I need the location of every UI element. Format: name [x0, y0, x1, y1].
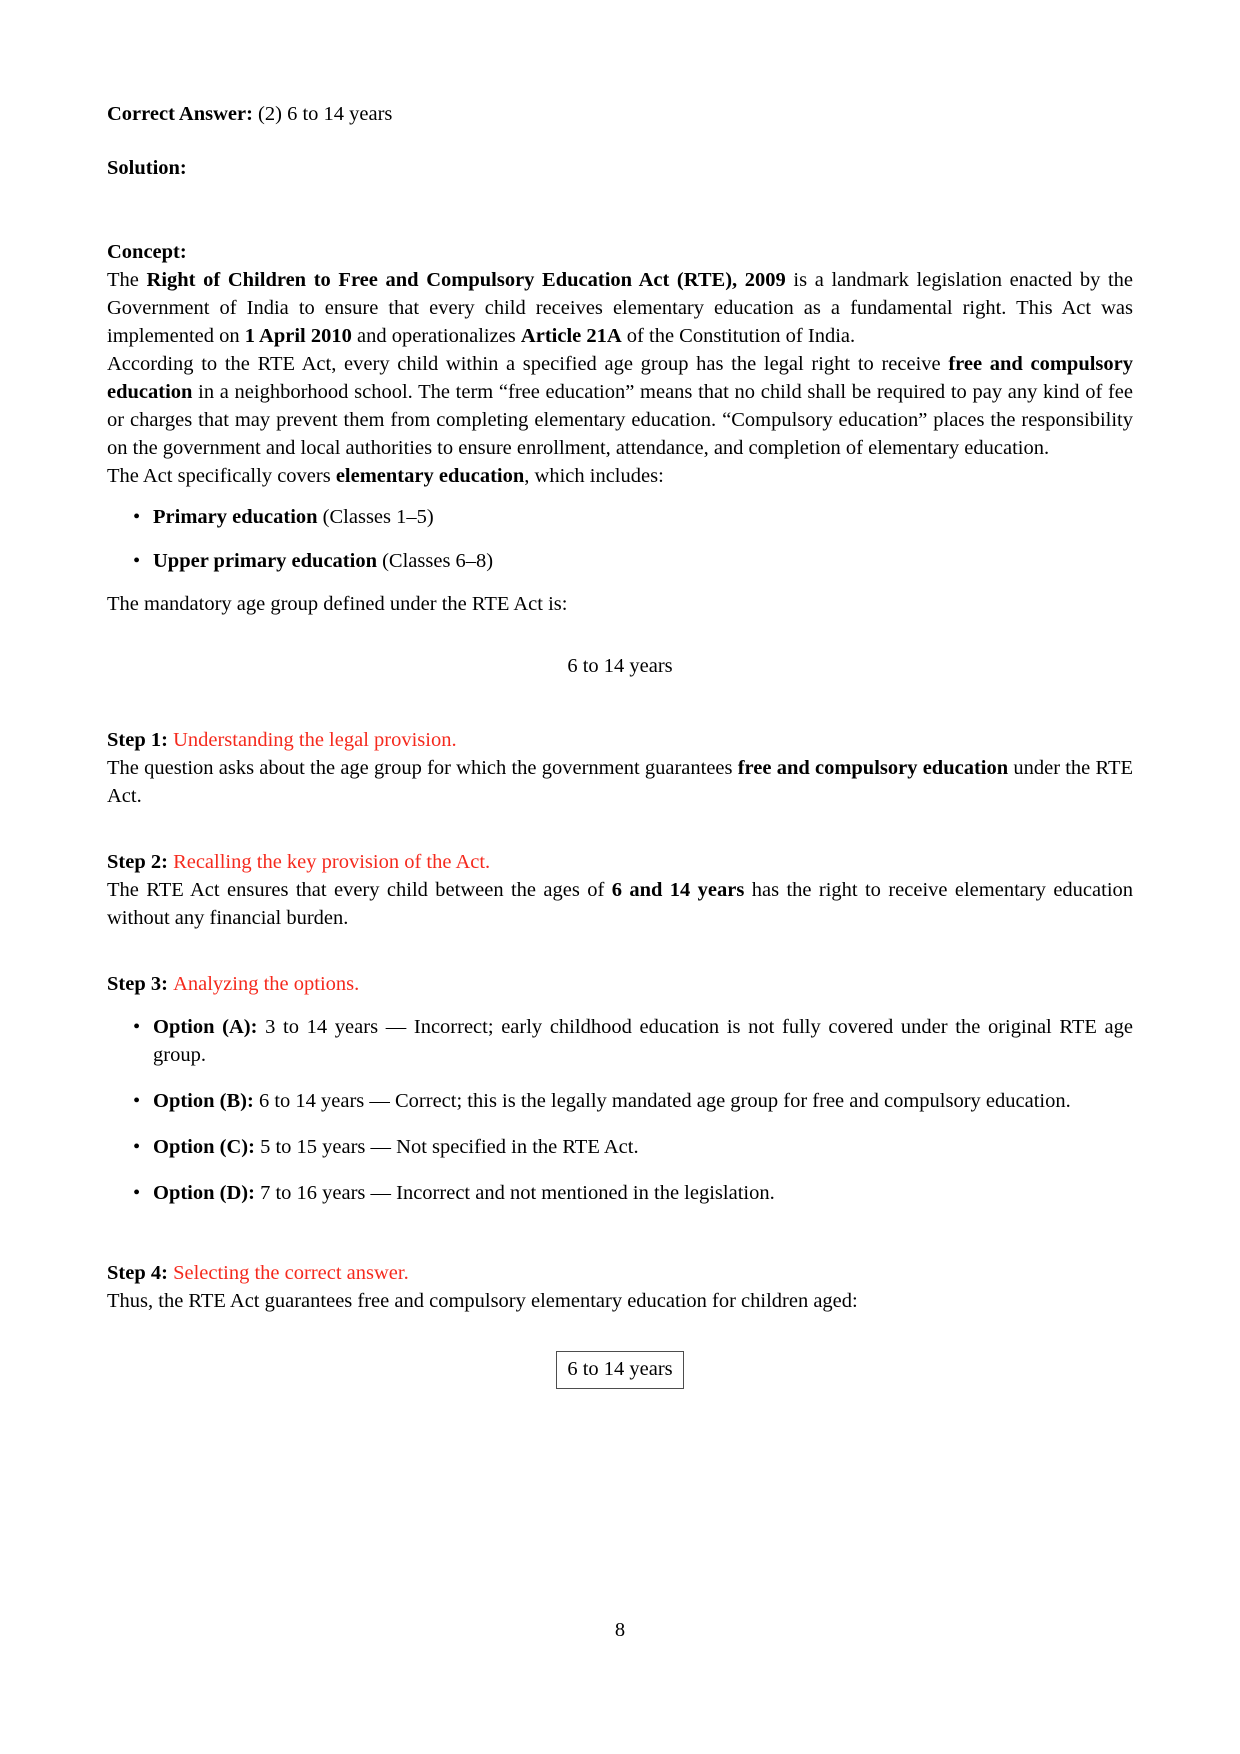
step-label: Step 2:: [107, 851, 168, 873]
text-segment: The question asks about the age group for which the government guarantees: [107, 757, 738, 779]
text-segment: Option (A):: [153, 1016, 258, 1038]
text-segment: in a neighborhood school. The term “free education” means that no child shall be required to pay any kind of fee or charges that may prevent them from completing elementary education. “Compulsory education” places the responsibility on the government and local authorities to ensure enrollment, attendance, and completion of elementary education.: [107, 381, 1133, 459]
text-segment: 3 to 14 years — Incorrect; early childhood education is not fully covered under the original RTE age group.: [153, 1016, 1133, 1066]
page-number: 8: [614, 1619, 626, 1641]
education-levels-list: [107, 503, 1133, 575]
text-segment: The: [107, 269, 147, 291]
step-3-section: [107, 970, 1133, 1207]
option-text: [153, 1182, 775, 1204]
bullet-icon: •: [133, 1016, 141, 1038]
option-item-a: [107, 1013, 1133, 1069]
correct-answer-line: [107, 100, 1133, 128]
option-text: [153, 1090, 1071, 1112]
step-1-body: [107, 754, 1133, 810]
text-segment: 6 and 14 years: [611, 879, 745, 901]
option-item-d: [107, 1179, 1133, 1207]
step-4-heading: [107, 1259, 1133, 1287]
text-segment: (Classes 6–8): [376, 550, 494, 572]
content-column: [107, 100, 1133, 1389]
list-item-text: [153, 550, 493, 572]
solution-heading: Solution:: [107, 157, 187, 179]
step-2-body: [107, 876, 1133, 932]
step-title: Selecting the correct answer.: [173, 1262, 409, 1284]
text-segment: (Classes 1–5): [317, 506, 434, 528]
list-item-text: [153, 506, 434, 528]
text-segment: 7 to 16 years — Incorrect and not mentioned in the legislation.: [254, 1182, 775, 1204]
text-segment: Right of Children to Free and Compulsory Education Act (RTE), 2009: [146, 269, 786, 291]
text-segment: Upper primary education: [153, 550, 377, 572]
concept-paragraph-1: [107, 266, 1133, 350]
concept-paragraph-2: [107, 350, 1133, 462]
step-label: Step 4:: [107, 1262, 168, 1284]
text-segment: Option (C):: [153, 1136, 255, 1158]
bullet-icon: •: [133, 1182, 141, 1204]
step-title: Understanding the legal provision.: [173, 729, 457, 751]
final-answer-row: [107, 1351, 1133, 1389]
bullet-icon: •: [133, 1090, 141, 1112]
text-segment: elementary education: [335, 465, 525, 487]
text-segment: has the right to receive elementary education without any financial burden.: [107, 879, 1134, 929]
final-answer-box: 6 to 14 years: [556, 1351, 683, 1389]
option-item-b: [107, 1087, 1133, 1115]
text-segment: and operationalizes: [351, 325, 521, 347]
age-group-value: 6 to 14 years: [567, 655, 673, 677]
step-title: Recalling the key provision of the Act.: [173, 851, 491, 873]
text-segment: Article 21A: [520, 325, 622, 347]
concept-paragraph-3: [107, 462, 1133, 490]
step-4-body: [107, 1287, 1133, 1315]
step-1-section: [107, 726, 1133, 810]
text-segment: Option (D):: [153, 1182, 255, 1204]
age-group-intro: The mandatory age group defined under the RTE Act is:: [107, 593, 568, 615]
text-segment: The RTE Act ensures that every child between the ages of: [107, 879, 612, 901]
bullet-icon: •: [133, 550, 141, 572]
step-label: Step 3:: [107, 973, 168, 995]
bullet-icon: •: [133, 1136, 141, 1158]
correct-answer-value: (2) 6 to 14 years: [258, 103, 393, 125]
text-segment: is a landmark legislation enacted by the Government of India to ensure that every child receives elementary education as a fundamental right. This Act was implemented on: [107, 269, 1134, 347]
step-3-heading: [107, 970, 1133, 998]
text-segment: 6 to 14 years — Correct; this is the legally mandated age group for free and compulsory education.: [253, 1090, 1071, 1112]
text-segment: free and compulsory education: [737, 757, 1009, 779]
step-2-heading: [107, 848, 1133, 876]
text-segment: of the Constitution of India.: [621, 325, 856, 347]
text-segment: under the RTE Act.: [107, 757, 1133, 807]
text-segment: , which includes:: [524, 465, 664, 487]
text-segment: Primary education: [153, 506, 318, 528]
concept-heading: Concept:: [107, 241, 187, 263]
bullet-icon: •: [133, 506, 141, 528]
text-segment: The Act specifically covers: [107, 465, 336, 487]
text-segment: Option (B):: [153, 1090, 254, 1112]
text-segment: According to the RTE Act, every child within a specified age group has the legal right to receive: [107, 353, 949, 375]
option-item-c: [107, 1133, 1133, 1161]
list-item: [107, 503, 1133, 531]
text-segment: 5 to 15 years — Not specified in the RTE Act.: [254, 1136, 639, 1158]
step-1-heading: [107, 726, 1133, 754]
list-item: [107, 547, 1133, 575]
step-label: Step 1:: [107, 729, 168, 751]
options-list: [107, 1013, 1133, 1207]
correct-answer-label: Correct Answer:: [107, 103, 253, 125]
step-title: Analyzing the options.: [173, 973, 360, 995]
text-segment: 1 April 2010: [244, 325, 352, 347]
step-4-section: [107, 1259, 1133, 1315]
step-2-section: [107, 848, 1133, 932]
option-text: [153, 1016, 1133, 1066]
text-segment: free and compulsory education: [107, 353, 1133, 403]
option-text: [153, 1136, 639, 1158]
text-segment: Thus, the RTE Act guarantees free and compulsory elementary education for children aged:: [107, 1290, 858, 1312]
